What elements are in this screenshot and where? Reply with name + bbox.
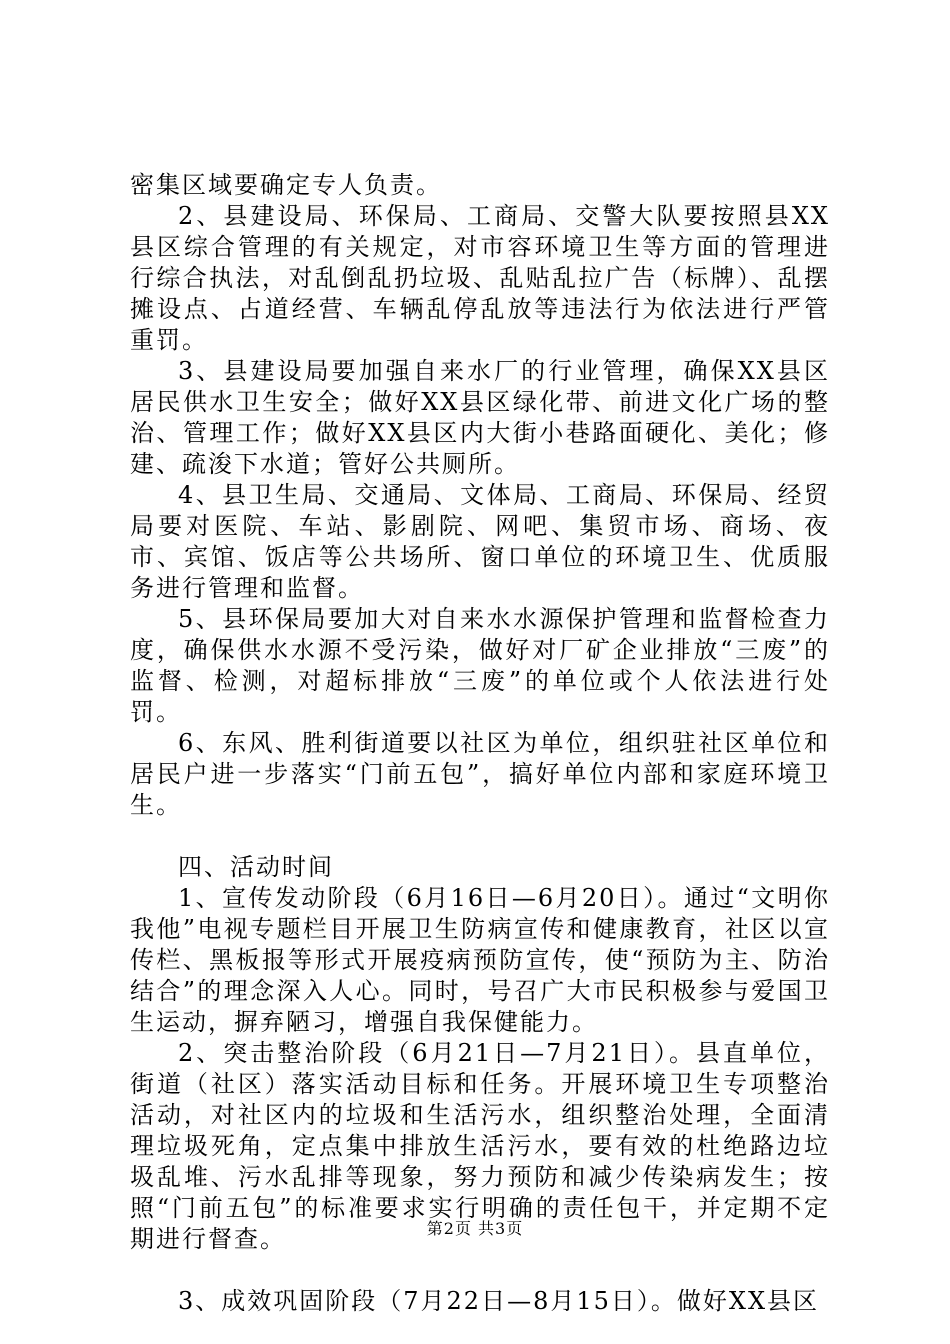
paragraph-item-4-public-places: 4、县卫生局、交通局、文体局、工商局、环保局、经贸局要对医院、车站、影剧院、网吧、集贸市场、商场、夜市、宾馆、饭店等公共场所、窗口单位的环境卫生、优质服务进行管理和监督。 [130, 481, 830, 602]
paragraph-item-3-construction: 3、县建设局要加强自来水厂的行业管理，确保XX县区居民供水卫生安全；做好XX县区绿化带、前进文化广场的整治、管理工作；做好XX县区内大街小巷路面硬化、美化；修建、疏浚下水道；管好公共厕所。 [130, 357, 830, 478]
document-body [130, 170, 830, 1317]
paragraph-item-2-enforcement: 2、县建设局、环保局、工商局、交警大队要按照县XX县区综合管理的有关规定，对市容环境卫生等方面的管理进行综合执法，对乱倒乱扔垃圾、乱贴乱拉广告（标牌）、乱摆摊设点、占道经营、车辆乱停乱放等违法行为依法进行严管重罚。 [130, 202, 830, 354]
paragraph-item-5-water-source: 5、县环保局要加大对自来水水源保护管理和监督检查力度，确保供水水源不受污染，做好对厂矿企业排放“三废”的监督、检测，对超标排放“三废”的单位或个人依法进行处罚。 [130, 605, 830, 726]
paragraph-item-6-streets: 6、东风、胜利街道要以社区为单位，组织驻社区单位和居民户进一步落实“门前五包”，搞好单位内部和家庭环境卫生。 [130, 729, 830, 819]
page-footer: 第2页 共3页 [426, 1219, 524, 1238]
paragraph-phase-2: 2、突击整治阶段（6月21日—7月21日）。县直单位，街道（社区）落实活动目标和任务。开展环境卫生专项整治活动，对社区内的垃圾和生活污水，组织整治处理，全面清理垃圾死角，定点集中排放生活污水，要有效的杜绝路边垃圾乱堆、污水乱排等现象，努力预防和减少传染病发生；按照“门前五包”的标准要求实行明确的责任包干，并定期不定期进行督查。 [130, 1039, 830, 1253]
paragraph-phase-3: 3、成效巩固阶段（7月22日—8月15日）。做好XX县区 [178, 1287, 820, 1315]
paragraph-continuation: 密集区域要确定专人负责。 [130, 171, 442, 199]
section-heading-activity-time: 四、活动时间 [178, 853, 334, 881]
paragraph-phase-1: 1、宣传发动阶段（6月16日—6月20日）。通过“文明你我他”电视专题栏目开展卫生防病宣传和健康教育，社区以宣传栏、黑板报等形式开展疫病预防宣传，使“预防为主、防治结合”的理念深入人心。同时，号召广大市民积极参与爱国卫生运动，摒弃陋习，增强自我保健能力。 [130, 884, 830, 1036]
